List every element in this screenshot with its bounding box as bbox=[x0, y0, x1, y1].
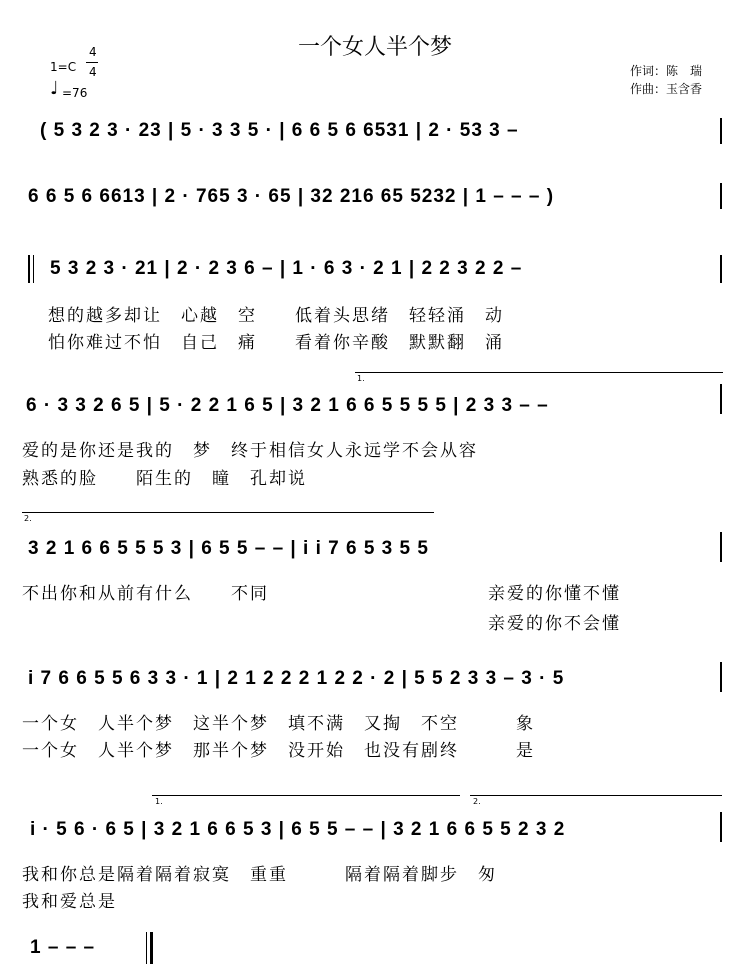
score-row-6: i 7 6 6 5 5 6 3 3 · 1 | 2 1 2 2 2 1 2 2 · 2 | 5 5 2 3 3 – 3 · 5 bbox=[28, 668, 565, 689]
score-row-3: 5 3 2 3 · 21 | 2 · 2 3 6 – | 1 · 6 3 · 2 1 | 2 2 3 2 2 – bbox=[50, 258, 523, 279]
final-bar-thin bbox=[146, 932, 147, 964]
lyrics-row-6-verse-1: 一个女 人半个梦 这半个梦 填不满 又掏 不空 象 bbox=[22, 714, 535, 734]
barline bbox=[720, 255, 722, 283]
volta-label-2: 2. bbox=[24, 514, 32, 523]
volta-label-1: 1. bbox=[357, 374, 365, 383]
volta-bracket-7-2 bbox=[470, 795, 722, 796]
lyrics-row-4-verse-2: 熟悉的脸 陌生的 瞳 孔却说 bbox=[22, 469, 307, 489]
lyrics-row-7-verse-1: 我和你总是隔着隔着寂寞 重重 隔着隔着脚步 匆 bbox=[22, 865, 497, 885]
tempo: =76 bbox=[62, 86, 88, 100]
repeat-start-bar bbox=[28, 255, 30, 283]
lyrics-row-5-c: 亲爱的你不会懂 bbox=[488, 614, 621, 634]
lyrics-row-4-verse-1: 爱的是你还是我的 梦 终于相信女人永远学不会从容 bbox=[22, 441, 478, 461]
lyrics-row-7-verse-2: 我和爱总是 bbox=[22, 892, 117, 912]
time-signature-top: 4 bbox=[89, 45, 97, 59]
score-row-2: 6 6 5 6 6613 | 2 · 765 3 · 65 | 32 216 65 5232 | 1 – – – ) bbox=[28, 186, 555, 207]
repeat-start-bar-thin bbox=[33, 255, 34, 283]
page-title: 一个女人半个梦 bbox=[297, 35, 452, 60]
lyrics-row-3-verse-1: 想的越多却让 心越 空 低着头思绪 轻轻涌 动 bbox=[48, 306, 504, 326]
barline bbox=[720, 118, 722, 144]
final-bar-thick bbox=[150, 932, 153, 964]
barline bbox=[720, 532, 722, 562]
score-row-5: 3 2 1 6 6 5 5 5 3 | 6 5 5 – – | i i 7 6 5 3 5 5 bbox=[28, 538, 429, 559]
barline bbox=[720, 183, 722, 209]
lyrics-row-3-verse-2: 怕你难过不怕 自己 痛 看着你辛酸 默默翻 涌 bbox=[48, 333, 504, 353]
volta-bracket-2 bbox=[22, 512, 434, 513]
volta-bracket-1 bbox=[355, 372, 723, 373]
quarter-note-icon: ♩ bbox=[50, 78, 59, 99]
lyrics-row-5-a: 不出你和从前有什么 不同 bbox=[22, 584, 269, 604]
score-row-7: i · 5 6 · 6 5 | 3 2 1 6 6 5 3 | 6 5 5 – – | 3 2 1 6 6 5 5 2 3 2 bbox=[30, 819, 566, 840]
barline bbox=[720, 662, 722, 692]
key-signature: 1=C bbox=[50, 60, 77, 74]
repeat-end-bar bbox=[720, 384, 722, 414]
volta-label-7-2: 2. bbox=[473, 797, 481, 806]
lyricist: 作词：陈 瑞 bbox=[630, 64, 703, 78]
time-signature-line bbox=[86, 62, 98, 63]
lyrics-row-6-verse-2: 一个女 人半个梦 那半个梦 没开始 也没有剧终 是 bbox=[22, 741, 535, 761]
score-row-1: ( 5 3 2 3 · 23 | 5 · 3 3 5 · | 6 6 5 6 6531 | 2 · 53 3 – bbox=[40, 120, 519, 141]
composer: 作曲：玉含香 bbox=[630, 82, 703, 96]
score-row-8: 1 – – – bbox=[30, 937, 96, 958]
volta-label-7-1: 1. bbox=[155, 797, 163, 806]
volta-bracket-7-1 bbox=[152, 795, 460, 796]
time-signature-bottom: 4 bbox=[89, 65, 97, 79]
lyrics-row-5-b: 亲爱的你懂不懂 bbox=[488, 584, 621, 604]
score-row-4: 6 · 3 3 2 6 5 | 5 · 2 2 1 6 5 | 3 2 1 6 6 5 5 5 5 | 2 3 3 – – bbox=[26, 395, 549, 416]
barline bbox=[720, 812, 722, 842]
